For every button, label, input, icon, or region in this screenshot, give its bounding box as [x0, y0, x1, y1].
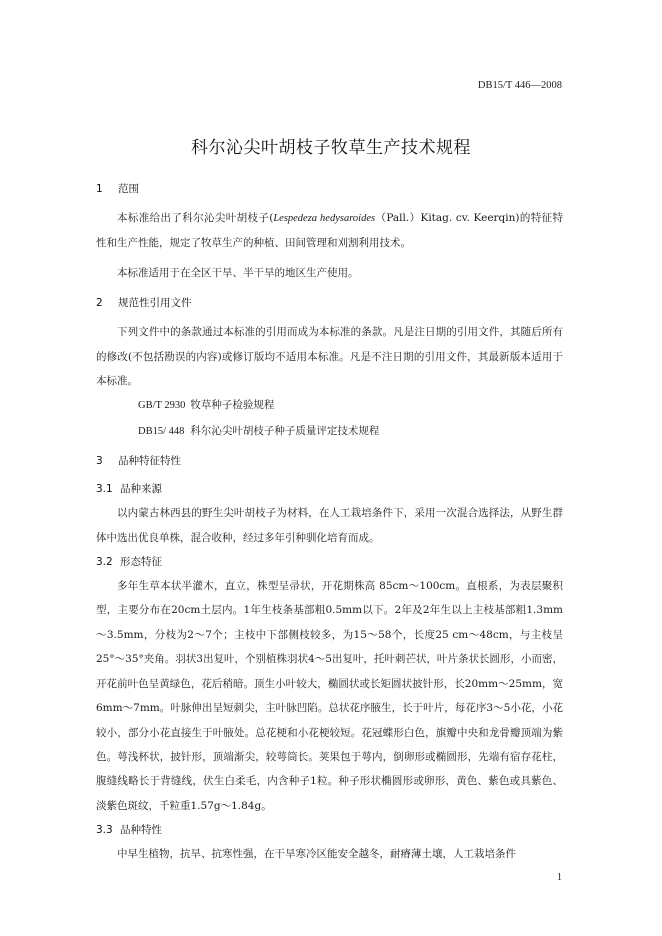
- references-paragraph: 下列文件中的条款通过本标准的引用而成为本标准的条款。凡是注日期的引用文件，其随后所有的修改(不包括勘误的内容)或修订版均不适用本标准。凡是不注日期的引用文件，其最新版本适用于本标准。: [96, 326, 563, 388]
- subsection-title: 品种来源: [120, 483, 162, 496]
- reference-item: [96, 419, 563, 444]
- section-heading-3: [96, 452, 563, 470]
- text-run: （Pall.）Kitag. cv. Keerqin)的特征特性和生产性能，规定了牧草生产的种植、田间管理和刈割利用技术。: [96, 212, 563, 250]
- subsection-number: 3.3: [96, 824, 113, 837]
- reference-name: 科尔沁尖叶胡枝子种子质量评定技术规程: [190, 424, 380, 437]
- reference-item: [96, 393, 563, 418]
- subsection-heading-3-3: [96, 821, 563, 839]
- reference-code: GB/T 2930: [138, 400, 186, 412]
- section-number: 1: [96, 183, 103, 195]
- section-number: 3: [96, 455, 103, 468]
- section-title: 品种特征特性: [118, 455, 181, 468]
- subsection-title: 品种特性: [120, 824, 162, 837]
- reference-code: DB15/ 448: [138, 425, 185, 437]
- section-title: 规范性引用文件: [118, 297, 192, 310]
- subsection-number: 3.1: [96, 483, 113, 496]
- reference-name: 牧草种子检验规程: [190, 399, 275, 412]
- morphology-paragraph: 多年生草本状半灌木，直立，株型呈帚状，开花期株高 85cm～100cm。直根系，为表层聚积型，主要分布在20cm土层内。1年生枝条基部粗0.5mm以下。2年及2年生以上主枝基部粗1.3mm～3.5mm，分枝为2～7个；主枝中下部侧枝较多，为15～58个，长度25 cm～48cm，与主枝呈25°～35°夹角。羽状3出复叶，个别植株羽状4～5出复叶，托叶刺芒状，叶片条状长圆形，小而密，开花前叶色呈黄绿色，花后稍暗。顶生小叶较大，椭圆状或长矩圆状披针形，长20mm～25mm，宽6mm～7mm。叶脉伸出呈短刺尖，主叶脉凹陷。总状花序腋生，长于叶片，每花序3～5小花，小花较小，部分小花直接生于叶腋处。总花梗和小花梗较短。花冠蝶形白色，旗瓣中央和龙骨瓣顶端为紫色。萼浅杯状，披针形，顶端渐尖，较萼筒长。荚果包于萼内，倒卵形或椭圆形，先端有宿存花柱，腹缝线略长于背缝线，伏生白柔毛，内含种子1粒。种子形状椭圆形或卵形，黄色、紫色或具紫色、淡紫色斑纹，千粒重1.57g～1.84g。: [96, 580, 563, 812]
- section-number: 2: [96, 297, 103, 310]
- section-title: 范围: [118, 183, 139, 195]
- section-heading-1: [96, 180, 563, 198]
- document-code: DB15/T 446—2008: [477, 80, 562, 91]
- document-body: [96, 180, 563, 867]
- variety-source-paragraph: 以内蒙古林西县的野生尖叶胡枝子为材料，在人工栽培条件下，采用一次混合选择法，从野生群体中选出优良单株，混合收种，经过多年引种驯化培育而成。: [96, 507, 563, 544]
- variety-traits-paragraph: 中早生植物，抗旱、抗寒性强，在干旱寒冷区能安全越冬，耐瘠薄土壤，人工栽培条件: [117, 848, 516, 861]
- applicability-paragraph: 本标准适用于在全区干旱、半干旱的地区生产使用。: [117, 266, 359, 279]
- latin-name: Lespedeza hedysaroides: [273, 213, 376, 224]
- subsection-number: 3.2: [96, 556, 113, 569]
- document-title: 科尔沁尖叶胡枝子牧草生产技术规程: [191, 138, 471, 158]
- section-heading-2: [96, 294, 563, 312]
- subsection-heading-3-2: [96, 553, 563, 571]
- text-run: 本标准给出了科尔沁尖叶胡枝子(: [117, 212, 274, 224]
- page-number: 1: [557, 872, 562, 883]
- subsection-title: 形态特征: [120, 556, 162, 569]
- scope-paragraph: [96, 206, 563, 256]
- subsection-heading-3-1: [96, 480, 563, 498]
